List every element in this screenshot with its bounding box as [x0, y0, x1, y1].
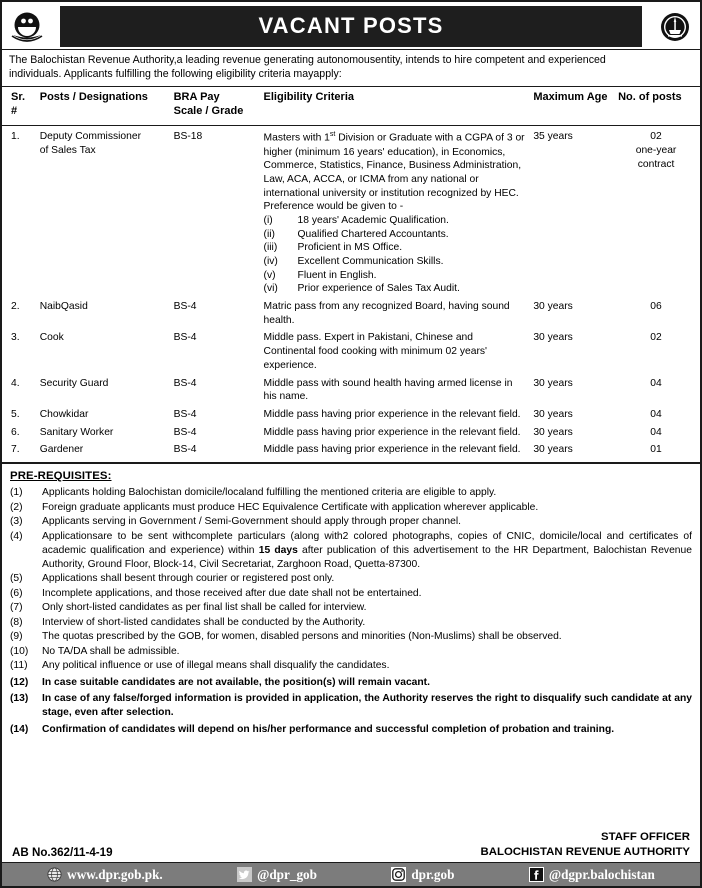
signature-block: [2, 828, 700, 862]
row-maximum-age: 35 years: [533, 131, 573, 143]
social-footer-bar: [2, 862, 700, 886]
sublist-text: Prior experience of Sales Tax Audit.: [297, 283, 460, 295]
prerequisite-text: Applicants serving in Government / Semi-Government should apply through proper channel.: [42, 516, 461, 528]
sublist-text: Fluent in English.: [297, 269, 377, 281]
footer-twitter[interactable]: [237, 867, 317, 883]
row-post: Security Guard: [39, 377, 109, 389]
col-header-posts: Posts / Designations: [37, 87, 171, 126]
prerequisite-marker: (14): [10, 723, 29, 735]
page-header: [2, 2, 700, 49]
row-post: Gardener: [39, 444, 84, 456]
prerequisite-marker: (10): [10, 645, 29, 657]
row-posts-line3: contract: [637, 158, 675, 170]
row-eligibility: [261, 126, 531, 298]
sublist-marker: (vi): [263, 283, 278, 295]
table-row: [2, 375, 700, 406]
row-post-line2: of Sales Tax: [39, 145, 96, 157]
intro-paragraph: [2, 49, 700, 86]
officer-organisation: BALOCHISTAN REVENUE AUTHORITY: [480, 845, 690, 858]
row-eligibility: Middle pass with sound health having armed license in his name.: [263, 377, 513, 403]
table-row: [2, 298, 700, 329]
row-sr: 6.: [11, 426, 20, 438]
row-sr: 3.: [11, 332, 20, 344]
prerequisite-marker: (6): [10, 587, 23, 599]
prerequisite-item: [10, 645, 692, 659]
prerequisite-text: Applicationsare to be sent withcomplete particulars (along with2 colored photographs, copies of CNIC, domicile/local and certificates of academic qualification and experience) within 15 days after publication of this advertisement to the HR Department, Balochistan Revenue Authority, Ground Floor, Block-14, Civil Secretariat, Zarghoon Road, Quetta-87300.: [42, 530, 692, 570]
prerequisite-text: Confirmation of candidates will depend on his/her performance and successful completion of probation and training.: [42, 723, 615, 735]
prerequisite-item: [10, 676, 692, 690]
col-header-bra-line2: Scale / Grade: [173, 104, 244, 117]
row-post-line1: Deputy Commissioner: [39, 131, 142, 143]
signing-authority: [481, 830, 690, 860]
row-eligibility: Middle pass having prior experience in the relevant field.: [263, 408, 521, 420]
prerequisite-item: [10, 501, 692, 515]
prerequisite-item: [10, 692, 692, 720]
footer-website[interactable]: [47, 867, 163, 883]
footer-facebook-label: @dgpr.balochistan: [548, 866, 655, 882]
sublist-marker: (ii): [263, 228, 275, 240]
row-sr: 7.: [11, 444, 20, 456]
prerequisite-marker: (5): [10, 573, 23, 585]
posts-table-body: [2, 126, 700, 462]
balochistan-government-emblem-icon: [8, 8, 46, 46]
row-eligibility: Middle pass having prior experience in the relevant field.: [263, 444, 521, 456]
row-maximum-age: 30 years: [533, 377, 573, 389]
prerequisite-text: Applicants holding Balochistan domicile/localand fulfilling the mentioned criteria are eligible to apply.: [42, 487, 497, 499]
instagram-icon: [391, 867, 406, 882]
prerequisite-marker: (7): [10, 602, 23, 614]
sublist-text: Proficient in MS Office.: [297, 242, 403, 254]
sublist-marker: (iv): [263, 256, 278, 268]
prerequisite-item: [10, 659, 692, 673]
prerequisite-marker: (12): [10, 676, 29, 688]
row-elig-superscript: st: [329, 131, 336, 139]
row-sr: 5.: [11, 408, 20, 420]
page-title: VACANT POSTS: [60, 6, 642, 47]
prerequisite-text: In case of any false/forged information is provided in application, the Authority reserves the right to disqualify such candidate at any stage, even after selection.: [42, 693, 692, 719]
prerequisite-marker: (13): [10, 693, 29, 705]
row-no-of-posts: 02: [650, 332, 662, 344]
prerequisite-text: Only short-listed candidates as per final list shall be called for interview.: [42, 602, 367, 614]
prerequisite-item: [10, 486, 692, 500]
row-posts-line2: one-year: [635, 145, 677, 157]
sublist-item: [264, 228, 528, 242]
sublist-marker: (iii): [263, 242, 278, 254]
row-eligibility: Middle pass. Expert in Pakistani, Chinese and Continental food cooking with minimum 02 years' experience.: [263, 332, 487, 371]
row-bra-scale: BS-4: [173, 332, 197, 344]
eligibility-sublist: [264, 214, 528, 296]
prerequisite-text: No TA/DA shall be admissible.: [42, 645, 180, 657]
prerequisite-item: [10, 587, 692, 601]
row-maximum-age: 30 years: [533, 332, 573, 344]
globe-icon: [47, 867, 62, 882]
sublist-text: Excellent Communication Skills.: [297, 256, 444, 268]
table-row: [2, 406, 700, 424]
prerequisite-marker: (11): [10, 660, 28, 672]
prerequisite-text: The quotas prescribed by the GOB, for women, disabled persons and minorities (Non-Muslims) shall be observed.: [42, 631, 562, 643]
row-no-of-posts: [612, 126, 700, 298]
prerequisite-marker: (4): [10, 530, 23, 542]
footer-instagram-label: dpr.gob: [411, 866, 455, 882]
footer-instagram[interactable]: [391, 867, 454, 883]
sublist-item: [264, 282, 528, 296]
sublist-item: [264, 255, 528, 269]
col-header-maximum-age: Maximum Age: [530, 87, 612, 126]
prerequisite-marker: (8): [10, 616, 23, 628]
row-no-of-posts: 01: [650, 444, 662, 456]
prerequisite-marker: (9): [10, 631, 23, 643]
col-header-sr: Sr. #: [2, 87, 37, 126]
officer-title: STAFF OFFICER: [600, 830, 690, 843]
bra-authority-emblem-icon: [656, 8, 694, 46]
intro-line-1: The Balochistan Revenue Authority,a leading revenue generating autonomousentity, intends to hire competent and experienced: [9, 54, 606, 66]
row-bra-scale: BS-4: [173, 426, 197, 438]
row-bra-scale: BS-4: [173, 444, 197, 456]
footer-facebook[interactable]: [529, 867, 655, 883]
prerequisite-item: [10, 616, 692, 630]
ab-number: AB No.362/11-4-19: [12, 846, 113, 859]
row-post: Sanitary Worker: [39, 426, 114, 438]
col-header-bra-line1: BRA Pay: [173, 90, 220, 103]
row-post: [37, 126, 171, 298]
prerequisite-marker: (3): [10, 516, 23, 528]
prerequisite-item: [10, 515, 692, 529]
row-eligibility: Matric pass from any recognized Board, having sound health.: [263, 301, 510, 326]
intro-line-2: individuals. Applicants fulfilling the following eligibility criteria mayapply:: [9, 67, 342, 80]
prerequisite-item: [10, 601, 692, 615]
prerequisite-item: [10, 630, 692, 644]
facebook-icon: [529, 867, 544, 882]
row-maximum-age: 30 years: [533, 408, 573, 420]
row-no-of-posts: 04: [650, 408, 662, 420]
col-header-no-of-posts: No. of posts: [612, 87, 700, 126]
twitter-icon: [237, 867, 252, 882]
table-row: [2, 424, 700, 442]
sublist-marker: (v): [263, 269, 276, 281]
row-maximum-age: 30 years: [533, 444, 573, 456]
prerequisite-text: Interview of short-listed candidates shall be conducted by the Authority.: [42, 616, 366, 628]
row-post: Cook: [39, 332, 64, 344]
row-no-of-posts: 04: [650, 426, 662, 438]
row-eligibility: Middle pass having prior experience in the relevant field.: [263, 426, 521, 438]
row-bra-scale: BS-4: [173, 301, 197, 313]
table-row: [2, 329, 700, 374]
prerequisite-text: Incomplete applications, and those received after due date shall not be entertained.: [42, 587, 422, 599]
sublist-marker: (i): [263, 214, 273, 226]
footer-twitter-label: @dpr_gob: [257, 866, 317, 882]
row-bra-scale: BS-4: [173, 408, 197, 420]
table-header-row: [2, 87, 700, 126]
prerequisite-text: Foreign graduate applicants must produce HEC Equivalence Certificate with application wherever applicable.: [42, 501, 539, 513]
row-posts-line1: 02: [650, 131, 662, 143]
posts-table-container: [2, 86, 700, 462]
sublist-text: Qualified Chartered Accountants.: [297, 228, 449, 240]
prerequisite-item: [10, 530, 692, 572]
prerequisite-text: Applications shall besent through courier or registered post only.: [42, 573, 335, 585]
sublist-item: [264, 241, 528, 255]
table-row: [2, 441, 700, 462]
prerequisite-marker: (1): [10, 487, 23, 499]
sublist-item: [264, 269, 528, 283]
prerequisite-item: [10, 723, 692, 737]
row-bra-scale: BS-18: [173, 131, 203, 143]
prerequisite-text: In case suitable candidates are not available, the position(s) will remain vacant.: [42, 676, 430, 688]
row-sr: 2.: [11, 301, 20, 313]
sublist-item: [264, 214, 528, 228]
prerequisites-section: [2, 462, 700, 828]
row-elig-rest: Division or Graduate with a CGPA of 3 or higher (minimum 16 years' education), in Economics, Commerce, Statistics, Finance, Business Administration, Law, ACA, ACCA, or ICMA from any national or international university or institution recognized by HEC.: [263, 132, 525, 199]
row-maximum-age: 30 years: [533, 301, 573, 313]
row-elig-preference: Preference would be given to -: [263, 201, 404, 213]
row-elig-pre: Masters with 1: [263, 132, 330, 144]
posts-table-head: [2, 87, 700, 126]
footer-website-label: www.dpr.gob.pk.: [67, 866, 163, 882]
sublist-text: 18 years' Academic Qualification.: [297, 214, 449, 226]
row-no-of-posts: 06: [650, 301, 662, 313]
row-post: Chowkidar: [39, 408, 89, 420]
table-row: [2, 126, 700, 298]
prerequisites-heading: PRE-REQUISITES:: [10, 469, 112, 482]
row-sr: 4.: [11, 377, 20, 389]
row-no-of-posts: 04: [650, 377, 662, 389]
row-sr: 1.: [11, 131, 20, 143]
prerequisite-marker: (2): [10, 501, 23, 513]
prerequisite-text: Any political influence or use of illegal means shall disqualify the candidates.: [42, 660, 390, 672]
row-bra-scale: BS-4: [173, 377, 197, 389]
posts-table: [2, 87, 700, 462]
row-post: NaibQasid: [39, 301, 88, 313]
col-header-bra-pay-scale: [171, 87, 261, 126]
prerequisite-item: [10, 572, 692, 586]
row-maximum-age: 30 years: [533, 426, 573, 438]
col-header-eligibility: Eligibility Criteria: [261, 87, 531, 126]
